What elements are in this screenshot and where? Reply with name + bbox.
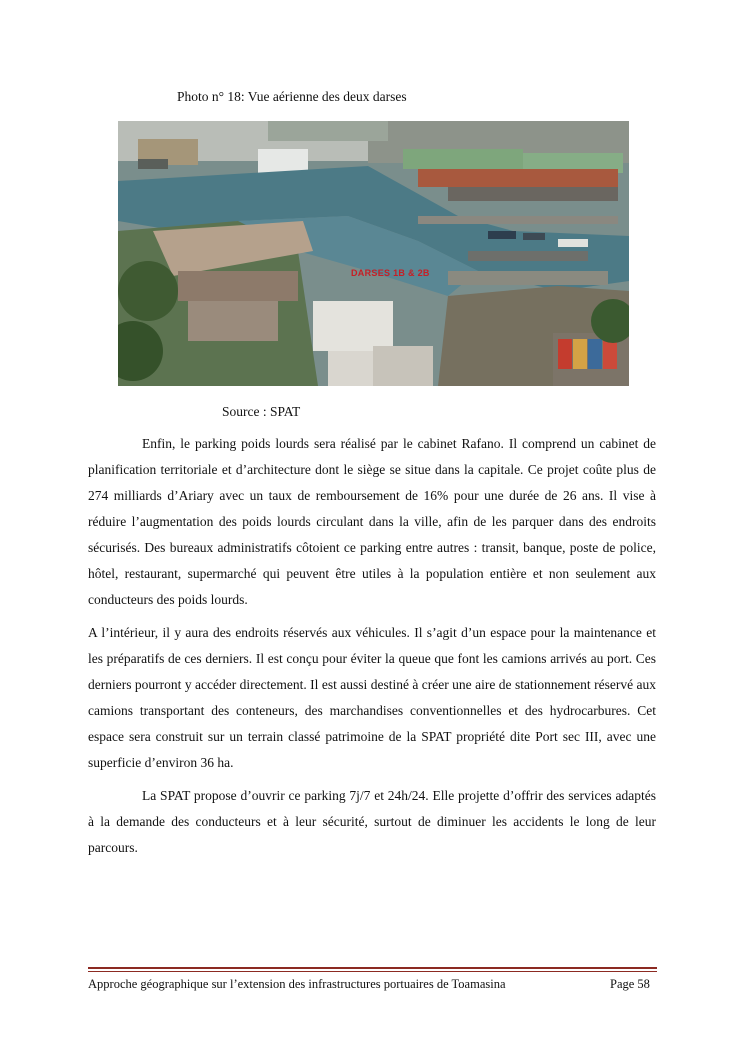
footer-rule-thin	[88, 971, 657, 972]
aerial-photo-illustration	[118, 121, 629, 386]
photo-label-darses: DARSES 1B & 2B	[351, 268, 430, 278]
paragraph-1: Enfin, le parking poids lourds sera réalisé par le cabinet Rafano. Il comprend un cabinet de planification territoriale et d’architecture dont le siège se situe dans la capitale. Ce projet coûte plus de 274 milliards d’Ariary avec un taux de remboursement de 16% pour une durée de 26 ans. Il vise à réduire l’augmentation des poids lourds circulant dans la ville, afin de les parquer dans des endroits sécurisés. Des bureaux administratifs côtoient ce parking entre autres : transit, banque, poste de police, hôtel, restaurant, supermarché qui peuvent être utiles à la population entière et non seulement aux conducteurs des poids lourds.	[88, 436, 656, 607]
photo-caption: Photo n° 18: Vue aérienne des deux darses	[177, 89, 407, 104]
footer-rule-thick	[88, 967, 657, 969]
footer-title: Approche géographique sur l’extension des infrastructures portuaires de Toamasina	[88, 977, 506, 991]
aerial-photo	[118, 121, 629, 386]
paragraph-2: A l’intérieur, il y aura des endroits réservés aux véhicules. Il s’agit d’un espace pour la maintenance et les préparatifs de ces derniers. Il est conçu pour éviter la queue que font les camions arrivés au port. Ces derniers pourront y accéder directement. Il est aussi destiné à créer une aire de stationnement réservé aux camions transportant des conteneurs, des marchandises conventionnelles et des hydrocarbures. Cet espace sera construit sur un terrain classé patrimoine de la SPAT propriété dite Port sec III, avec une superficie d’environ 36 ha.	[88, 625, 656, 770]
paragraph-3: La SPAT propose d’ouvrir ce parking 7j/7 et 24h/24. Elle projette d’offrir des services adaptés à la demande des conducteurs et à leur sécurité, surtout de diminuer les accidents le long de leur parcours.	[88, 788, 656, 855]
photo-source: Source : SPAT	[222, 404, 301, 419]
body-text	[88, 431, 656, 868]
page-number: Page 58	[610, 977, 650, 991]
